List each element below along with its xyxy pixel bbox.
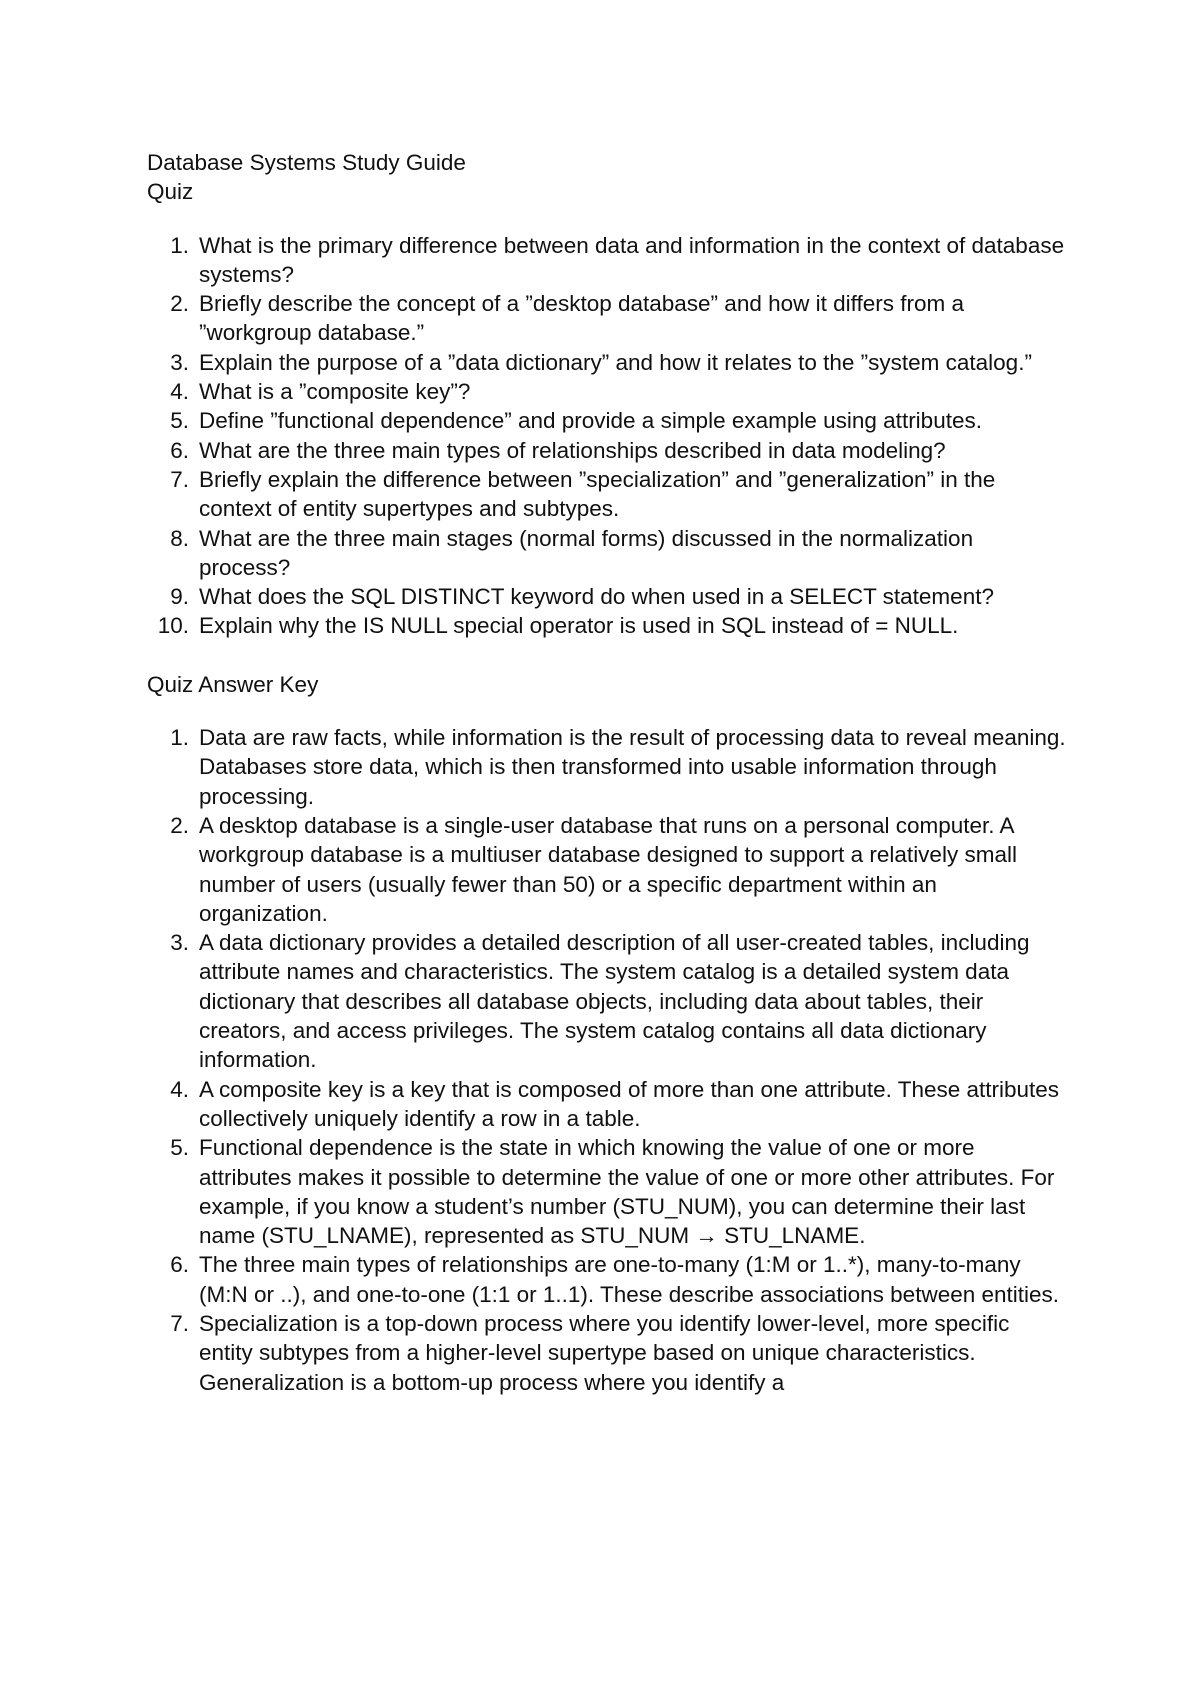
item-number: 6.	[170, 1252, 189, 1278]
item-text: What are the three main stages (normal forms) discussed in the normalization process?	[199, 525, 974, 580]
item-text: Data are raw facts, while information is the result of processing data to reveal meaning. Databases store data, which is then transformed into usable information through processing.	[199, 725, 1066, 809]
list-item	[147, 1133, 1067, 1250]
item-text: What is a ”composite key”?	[199, 379, 471, 405]
item-number: 8.	[170, 525, 189, 551]
list-item	[147, 406, 1067, 435]
list-item	[147, 524, 1067, 583]
item-text: Define ”functional dependence” and provide a simple example using attributes.	[199, 408, 982, 434]
item-text: Specialization is a top-down process where you identify lower-level, more specific entity subtypes from a higher-level supertype based on unique characteristics. Generalization is a bottom-up process where you identify a	[199, 1310, 1010, 1395]
item-text: Briefly describe the concept of a ”desktop database” and how it differs from a ”workgroup database.”	[199, 291, 964, 346]
item-text: What is the primary difference between data and information in the context of database systems?	[199, 232, 1065, 287]
list-item	[147, 348, 1067, 377]
item-number: 5.	[170, 408, 189, 434]
list-item	[147, 289, 1067, 348]
list-item	[147, 1075, 1067, 1134]
item-number: 5.	[170, 1135, 189, 1161]
item-number: 3.	[170, 349, 189, 375]
item-text: Briefly explain the difference between ”specialization” and ”generalization” in the context of entity supertypes and subtypes.	[199, 466, 996, 522]
list-item	[147, 1250, 1067, 1309]
item-text: What does the SQL DISTINCT keyword do when used in a SELECT statement?	[199, 584, 994, 610]
item-number: 2.	[170, 291, 189, 317]
item-number: 9.	[170, 584, 189, 610]
item-number: 4.	[170, 379, 189, 405]
list-item	[147, 582, 1067, 611]
item-text: Explain the purpose of a ”data dictionary” and how it relates to the ”system catalog.”	[199, 349, 1032, 375]
list-item	[147, 231, 1067, 290]
list-item	[147, 611, 1067, 640]
item-number: 4.	[170, 1076, 189, 1102]
item-number: 6.	[170, 437, 189, 463]
quiz-heading: Quiz	[147, 179, 194, 205]
list-item	[147, 436, 1067, 465]
answer-key-heading: Quiz Answer Key	[147, 671, 319, 697]
list-item	[147, 928, 1067, 1074]
item-number: 3.	[170, 930, 189, 956]
item-text: Functional dependence is the state in which knowing the value of one or more attributes makes it possible to determine the value of one or more other attributes. For example, if you know a student’s number (STU_NUM), you can determine their last name (STU_LNAME), represented as STU_NUM → STU_LNAME.	[199, 1135, 1055, 1249]
list-item	[147, 723, 1067, 811]
item-text: A desktop database is a single-user database that runs on a personal computer. A workgroup database is a multiuser database designed to support a relatively small number of users (usually fewer than 50) or a specific department within an organization.	[199, 812, 1017, 926]
answer-key-list	[147, 723, 1067, 1397]
document-page	[147, 148, 1067, 1397]
item-number: 7.	[170, 466, 189, 492]
item-number: 2.	[170, 812, 189, 838]
list-item	[147, 1309, 1067, 1397]
item-text: The three main types of relationships are one-to-many (1:M or 1..*), many-to-many (M:N or ..), and one-to-one (1:1 or 1..1). These describe associations between entities.	[199, 1252, 1060, 1307]
list-item	[147, 377, 1067, 406]
quiz-question-list	[147, 231, 1067, 641]
list-item	[147, 811, 1067, 928]
document-title: Database Systems Study Guide	[147, 150, 466, 175]
item-number: 7.	[170, 1310, 189, 1336]
item-text: Explain why the IS NULL special operator is used in SQL instead of = NULL.	[199, 613, 959, 639]
item-number: 1.	[170, 725, 189, 751]
item-number: 10.	[157, 613, 189, 639]
item-number: 1.	[170, 232, 189, 258]
item-text: What are the three main types of relationships described in data modeling?	[199, 437, 946, 463]
item-text: A data dictionary provides a detailed description of all user-created tables, including attribute names and characteristics. The system catalog is a detailed system data dictionary that describes all database objects, including data about tables, their creators, and access privileges. The system catalog contains all data dictionary information.	[199, 930, 1030, 1073]
list-item	[147, 465, 1067, 524]
item-text: A composite key is a key that is composed of more than one attribute. These attributes collectively uniquely identify a row in a table.	[199, 1076, 1060, 1131]
